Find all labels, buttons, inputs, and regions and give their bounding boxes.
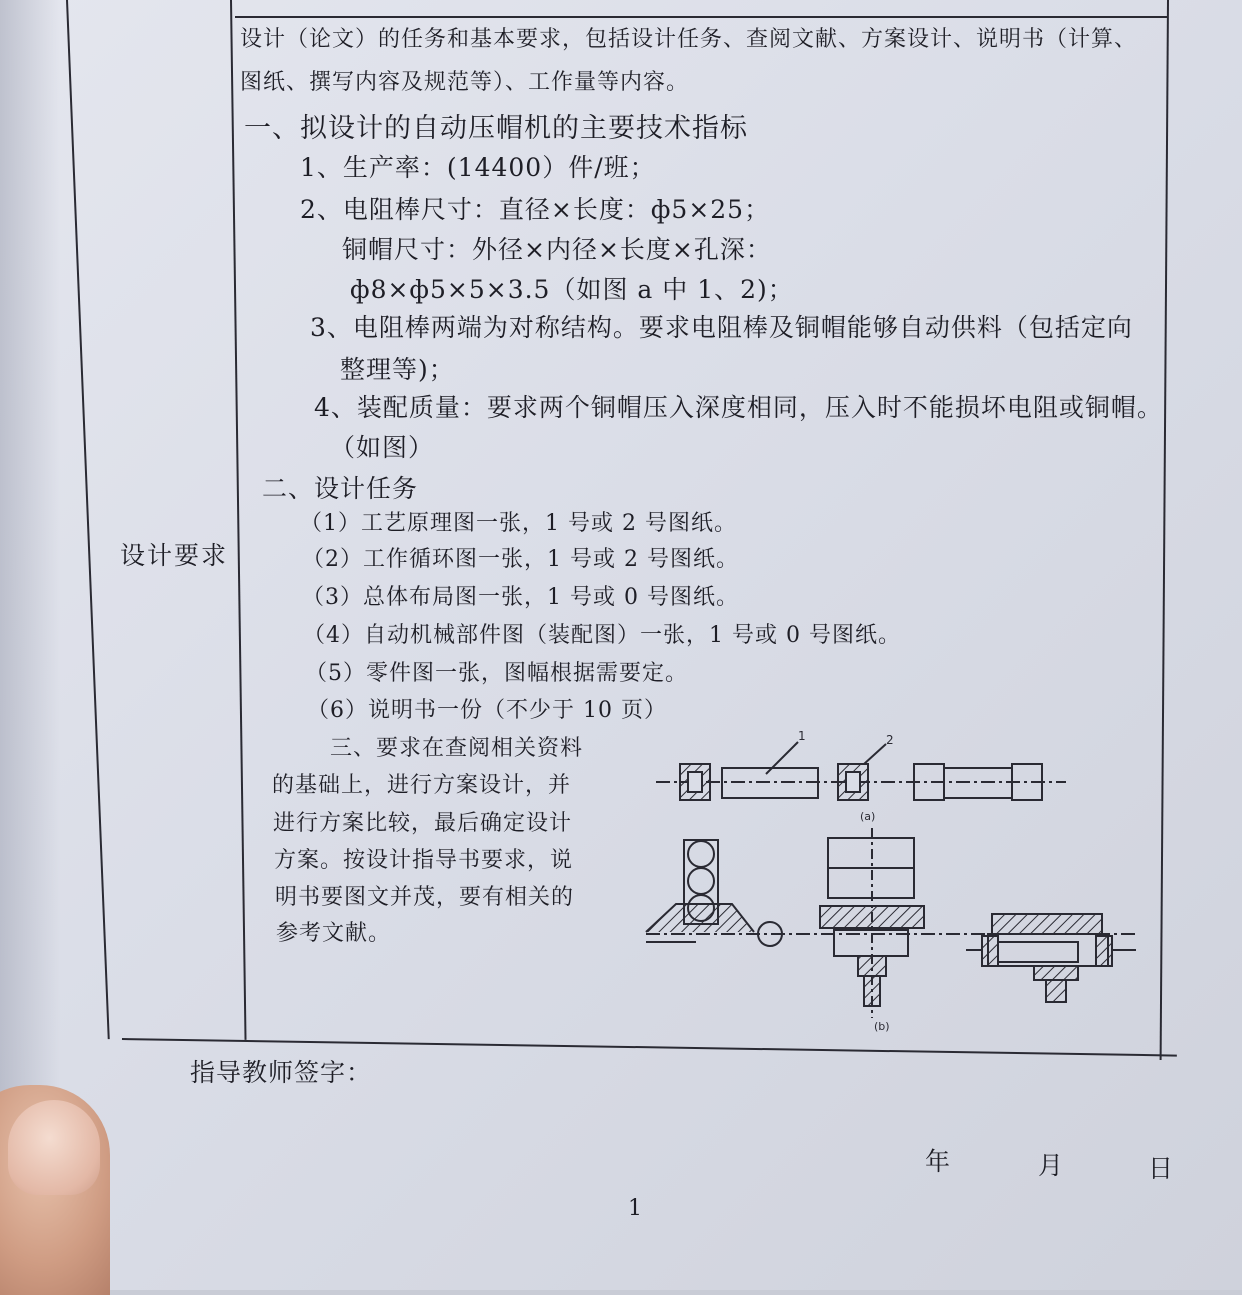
spec-quality-line-1: 4、装配质量：要求两个铜帽压入深度相同，压入时不能损坏电阻或铜帽。 bbox=[314, 393, 1163, 422]
section3-line: 参考文献。 bbox=[276, 921, 392, 946]
section2-heading: 二、设计任务 bbox=[262, 474, 419, 503]
date-year-label: 年 bbox=[925, 1147, 952, 1176]
part-label-1: 1 bbox=[798, 729, 806, 743]
task-item: （4）自动机械部件图（装配图）一张，1 号或 0 号图纸。 bbox=[303, 623, 901, 648]
section1-heading: 一、拟设计的自动压帽机的主要技术指标 bbox=[244, 113, 748, 144]
section3-line: 明书要图文并茂，要有相关的 bbox=[275, 885, 575, 910]
page-number: 1 bbox=[628, 1196, 643, 1221]
spec-cap-size-label: 铜帽尺寸：外径×内径×长度×孔深： bbox=[342, 235, 772, 264]
table-top-border bbox=[235, 16, 1167, 18]
spec-cap-size-value: ф8×ф5×5×3.5（如图 a 中 1、2)； bbox=[350, 275, 794, 304]
task-item: （6）说明书一份（不少于 10 页） bbox=[307, 698, 667, 723]
spec-production-rate: 1、生产率：(14400）件/班； bbox=[300, 153, 656, 182]
intro-line-2: 图纸、撰写内容及规范等）、工作量等内容。 bbox=[240, 70, 690, 95]
section3-line: 进行方案比较，最后确定设计 bbox=[273, 811, 573, 836]
section3-line: 方案。按设计指导书要求，说 bbox=[274, 848, 574, 873]
spec-resistor-size: 2、电阻棒尺寸：直径×长度：ф5×25； bbox=[300, 195, 771, 224]
part-label-2: 2 bbox=[886, 733, 894, 747]
spec-feeding-line-1: 3、电阻棒两端为对称结构。要求电阻棒及铜帽能够自动供料（包括定向 bbox=[310, 313, 1133, 342]
row-label-design-requirements: 设计要求 bbox=[120, 541, 229, 570]
supervisor-signature-label: 指导教师签字： bbox=[190, 1058, 373, 1087]
date-day-label: 日 bbox=[1148, 1154, 1175, 1183]
task-item: （1）工艺原理图一张，1 号或 2 号图纸。 bbox=[300, 511, 737, 536]
section3-line: 的基础上，进行方案设计，并 bbox=[272, 773, 572, 798]
section3-line: 三、要求在查阅相关资料 bbox=[330, 736, 584, 761]
task-item: （2）工作循环图一张，1 号或 2 号图纸。 bbox=[302, 547, 739, 572]
figure-caption-b: (b) bbox=[874, 1020, 890, 1033]
spec-quality-line-2: （如图） bbox=[330, 433, 435, 462]
table-column-divider bbox=[230, 0, 247, 1040]
task-item: （3）总体布局图一张，1 号或 0 号图纸。 bbox=[302, 585, 739, 610]
assembly-diagram bbox=[636, 728, 1166, 1038]
figure-caption-a: (a) bbox=[860, 810, 876, 823]
task-item: （5）零件图一张，图幅根据需要定。 bbox=[305, 661, 688, 686]
thumbnail-image bbox=[8, 1100, 100, 1195]
date-month-label: 月 bbox=[1038, 1151, 1065, 1180]
intro-line-1: 设计（论文）的任务和基本要求，包括设计任务、查阅文献、方案设计、说明书（计算、 bbox=[240, 27, 1138, 52]
spec-feeding-line-2: 整理等)； bbox=[340, 355, 455, 384]
table-border-left bbox=[66, 0, 110, 1039]
